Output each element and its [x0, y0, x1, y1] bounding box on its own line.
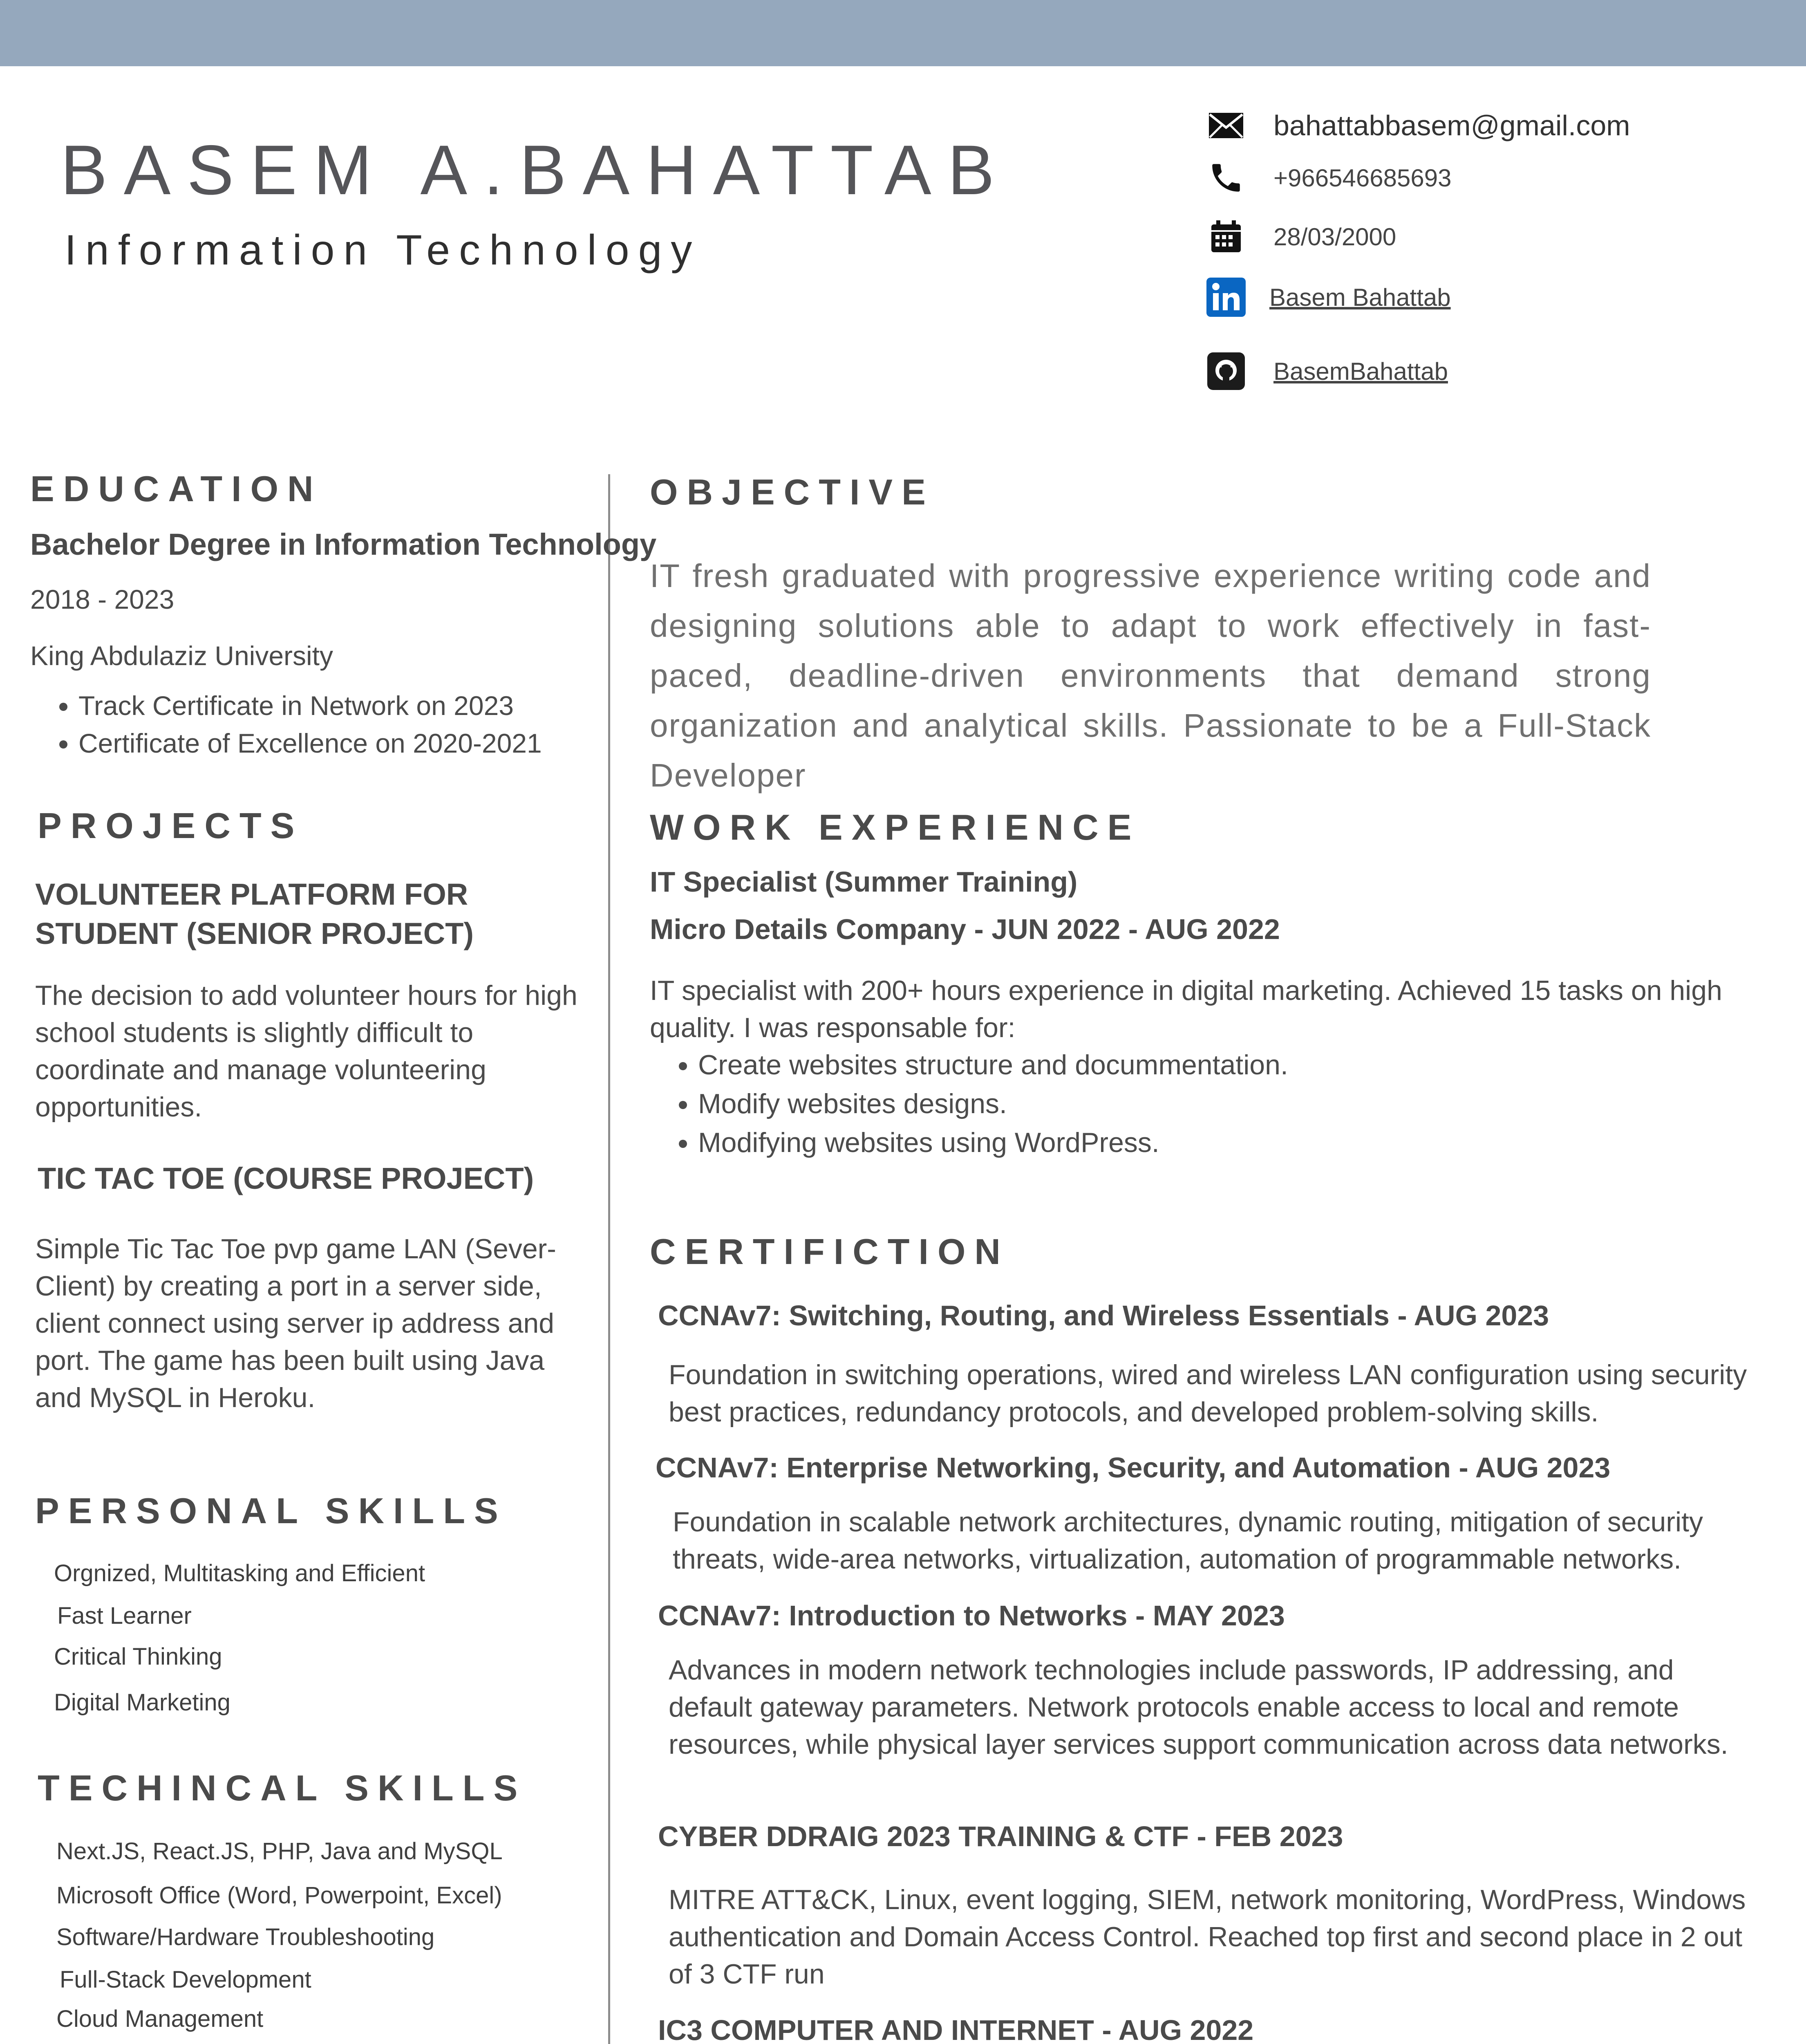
education-achievements: [30, 687, 642, 762]
list-item: • Track Certificate in Network on 2023: [78, 687, 642, 724]
certification-description: Advances in modern network technologies include passwords, IP addressing, and default gateway parameters. Network protocols enable access to local and remote resources, while physical layer services support communication across data networks.: [669, 1654, 1728, 1760]
envelope-icon: [1206, 105, 1247, 146]
project-title: VOLUNTEER PLATFORM FOR STUDENT (SENIOR PROJECT): [35, 877, 474, 951]
project-description: Simple Tic Tac Toe pvp game LAN (Sever-Client) by creating a port in a server side, client connect using server ip address and port. The game has been built using Java and MySQL in Heroku.: [35, 1233, 556, 1414]
contact-linkedin[interactable]: [1206, 275, 1451, 320]
contact-phone[interactable]: [1206, 155, 1451, 200]
education-university: King Abdulaziz University: [30, 641, 333, 671]
work-experience-heading: WORK EXPERIENCE: [650, 807, 1141, 847]
certification-description: Foundation in switching operations, wired and wireless LAN configuration using security best practices, redundancy protocols, and developed problem-solving skills.: [669, 1359, 1747, 1428]
linkedin-icon: [1206, 277, 1247, 318]
certification-title: CCNAv7: Introduction to Networks - MAY 2023: [658, 1600, 1285, 1632]
certification-title: CCNAv7: Switching, Routing, and Wireless Essentials - AUG 2023: [658, 1300, 1549, 1331]
list-item: • Certificate of Excellence on 2020-2021: [78, 724, 642, 762]
list-item: • Modifying websites using WordPress.: [698, 1123, 1761, 1162]
personal-skill-item: Orgnized, Multitasking and Efficient: [54, 1560, 425, 1587]
contact-github[interactable]: [1206, 349, 1448, 394]
projects-heading: PROJECTS: [38, 805, 304, 846]
work-summary: IT specialist with 200+ hours experience in digital marketing. Achieved 15 tasks on high quality. I was responsable for:: [650, 975, 1722, 1044]
work-company: Micro Details Company - JUN 2022 - AUG 2022: [650, 913, 1280, 945]
personal-skill-item: Critical Thinking: [54, 1643, 222, 1670]
phone-icon: [1206, 157, 1247, 198]
contact-birthdate: [1206, 214, 1396, 259]
technical-skills-heading: TECHINCAL SKILLS: [38, 1768, 527, 1808]
list-item: • Modify websites designs.: [698, 1085, 1761, 1123]
birthdate-text: 28/03/2000: [1273, 223, 1396, 251]
objective-text: IT fresh graduated with progressive experience writing code and designing solutions able to adapt to work effectively in fast-paced, deadline-driven environments that demand strong organization and analytical skills. Passionate to be a Full-Stack Developer: [650, 558, 1651, 793]
contact-email[interactable]: [1206, 103, 1630, 148]
list-item: • Create websites structure and docummentation.: [698, 1046, 1761, 1085]
email-text: bahattabbasem@gmail.com: [1273, 110, 1630, 141]
project-description: The decision to add volunteer hours for high school students is slightly difficult to coordinate and manage volunteering opportunities.: [35, 980, 577, 1123]
technical-skill-item: Cloud Management: [56, 2006, 264, 2032]
personal-skill-item: Fast Learner: [57, 1602, 192, 1629]
github-icon: [1206, 351, 1247, 392]
technical-skill-item: Microsoft Office (Word, Powerpoint, Excel): [56, 1882, 502, 1909]
objective-heading: OBJECTIVE: [650, 472, 935, 512]
education-degree: Bachelor Degree in Information Technology: [30, 527, 657, 561]
work-role: IT Specialist (Summer Training): [650, 866, 1078, 898]
candidate-name: BASEM A.BAHATTAB: [60, 131, 1011, 209]
certification-title: CCNAv7: Enterprise Networking, Security, and Automation - AUG 2023: [656, 1452, 1611, 1484]
certification-heading: CERTIFICTION: [650, 1231, 1009, 1272]
github-link[interactable]: BasemBahattab: [1273, 357, 1448, 385]
candidate-title: Information Technology: [65, 226, 701, 274]
technical-skill-item: Software/Hardware Troubleshooting: [56, 1924, 435, 1950]
technical-skill-item: Next.JS, React.JS, PHP, Java and MySQL: [56, 1838, 503, 1865]
project-title: TIC TAC TOE (COURSE PROJECT): [38, 1161, 534, 1195]
certification-description: Foundation in scalable network architectures, dynamic routing, mitigation of security threats, wide-area networks, virtualization, automation of programmable networks.: [673, 1506, 1703, 1575]
education-years: 2018 - 2023: [30, 584, 175, 614]
phone-text: +966546685693: [1273, 164, 1452, 192]
header-accent-bar: [0, 0, 1806, 66]
certification-title: CYBER DDRAIG 2023 TRAINING & CTF - FEB 2023: [658, 1820, 1343, 1852]
personal-skills-heading: PERSONAL SKILLS: [35, 1490, 507, 1531]
work-responsibilities: [650, 1046, 1761, 1163]
education-heading: EDUCATION: [30, 468, 322, 509]
personal-skill-item: Digital Marketing: [54, 1689, 231, 1716]
linkedin-link[interactable]: Basem Bahattab: [1269, 283, 1451, 311]
technical-skill-item: Full-Stack Development: [60, 1966, 311, 1993]
certification-title: IC3 COMPUTER AND INTERNET - AUG 2022: [658, 2014, 1254, 2044]
certification-description: MITRE ATT&CK, Linux, event logging, SIEM, network monitoring, WordPress, Windows authentication and Domain Access Control. Reached top first and second place in 2 out of 3 CTF run: [669, 1884, 1746, 1990]
calendar-icon: [1206, 216, 1247, 257]
